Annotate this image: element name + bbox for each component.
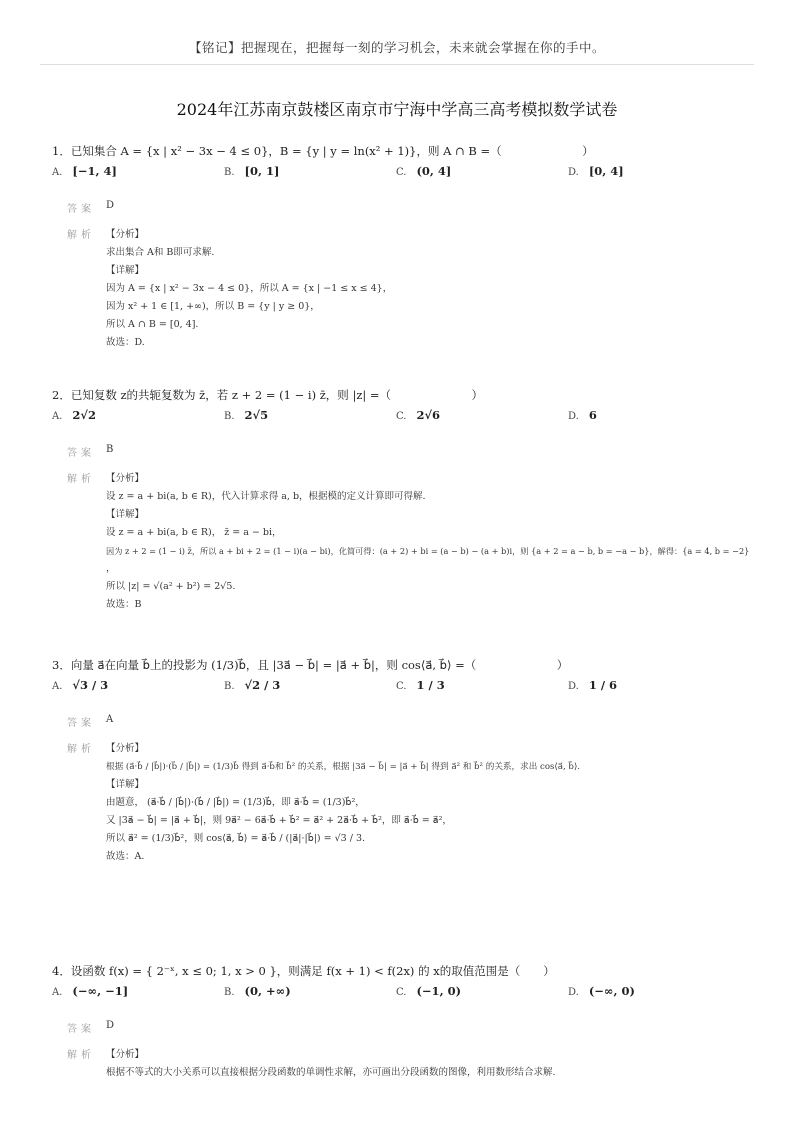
analysis-block [52, 470, 752, 614]
analysis-block [52, 226, 752, 352]
analysis-line: 又 |3a⃗ − b⃗| = |a⃗ + b⃗|，则 9a⃗² − 6a⃗·b⃗ + b⃗² = a⃗² + 2a⃗·b⃗ + b⃗²，即 a⃗·b⃗ = a⃗²， [106, 815, 452, 826]
analysis-line: 所以 |z| = √(a² + b²) = 2√5. [106, 581, 236, 592]
options-row [52, 984, 752, 1006]
option-value: (−∞, 0) [588, 984, 635, 998]
analysis-line: 【分析】 [106, 1049, 145, 1060]
analysis-line: 因为 x² + 1 ∈ [1, +∞)，所以 B = {y | y ≥ 0}， [106, 301, 320, 312]
answer-row [52, 444, 752, 460]
options-row [52, 164, 752, 186]
option-a [52, 408, 96, 422]
question-stem: 1．已知集合 A = {x | x² − 3x − 4 ≤ 0}，B = {y | y = ln(x² + 1)}，则 A ∩ B =（ ） [52, 144, 594, 158]
option-d [568, 164, 624, 178]
option-value: 6 [588, 408, 597, 422]
option-b [224, 164, 279, 178]
header-divider [40, 64, 754, 65]
option-a [52, 164, 117, 178]
page-title: 2024年江苏南京鼓楼区南京市宁海中学高三高考模拟数学试卷 [176, 100, 618, 119]
option-b [224, 984, 291, 998]
option-label: B. [224, 681, 235, 692]
analysis-line: 根据不等式的大小关系可以直接根据分段函数的单调性求解，亦可画出分段函数的图像，利用数形结合求解. [106, 1067, 556, 1078]
options-row [52, 678, 752, 700]
question-stem: 4．设函数 f(x) = { 2⁻ˣ, x ≤ 0; 1, x > 0 }，则满足 f(x + 1) < f(2x) 的 x的取值范围是（ ） [52, 964, 555, 978]
option-value: √2 / 3 [244, 678, 281, 692]
option-a [52, 984, 128, 998]
option-value: (0, +∞) [244, 984, 291, 998]
option-d [568, 984, 635, 998]
question-stem: 3．向量 a⃗在向量 b⃗上的投影为 (1/3)b⃗，且 |3a⃗ − b⃗| = |a⃗ + b⃗|，则 cos⟨a⃗, b⃗⟩ =（ ） [52, 658, 569, 672]
option-d [568, 408, 597, 422]
option-value: (−∞, −1] [72, 984, 129, 998]
option-a [52, 678, 108, 692]
answer-row [52, 1020, 752, 1036]
answer-tag: 答案 [67, 448, 95, 459]
option-label: A. [52, 167, 63, 178]
analysis-block [52, 740, 752, 866]
analysis-line: 根据 (a⃗·b⃗ / |b⃗|)·(b⃗ / |b⃗|) = (1/3)b⃗ 得到 a⃗·b⃗和 b⃗² 的关系，根据 |3a⃗ − b⃗| = |a⃗ + b⃗| 得到 a⃗² 和 b⃗² 的关系，求出 cos⟨a⃗, b⃗⟩. [106, 762, 581, 772]
option-label: B. [224, 987, 235, 998]
analysis-line: 【分析】 [106, 473, 145, 484]
option-value: [0, 1] [244, 164, 280, 178]
answer-tag: 答案 [67, 204, 95, 215]
question-3 [52, 656, 752, 866]
analysis-line: 因为 z + 2 = (1 − i) z̄，所以 a + bi + 2 = (1 − i)(a − bi)，化简可得：(a + 2) + bi = (a − b) − (a + b)i，则 {a + 2 = a − b, b = −a − b}，解得：{a = 4, b = −2} [106, 546, 750, 556]
answer-tag: 答案 [67, 1024, 95, 1035]
analysis-line: 【详解】 [106, 265, 145, 276]
answer-value: A [106, 714, 114, 725]
question-stem: 2．已知复数 z的共轭复数为 z̄，若 z + 2 = (1 − i) z̄，则 |z| =（ ） [52, 388, 484, 402]
analysis-line: 所以 a⃗² = (1/3)b⃗²，则 cos⟨a⃗, b⃗⟩ = a⃗·b⃗ / (|a⃗|·|b⃗|) = √3 / 3. [106, 833, 366, 844]
option-label: D. [568, 681, 579, 692]
option-label: D. [568, 987, 579, 998]
option-label: D. [568, 411, 579, 422]
analysis-line: 求出集合 A和 B即可求解. [106, 247, 215, 258]
option-label: A. [52, 987, 63, 998]
option-label: A. [52, 681, 63, 692]
question-4 [52, 962, 752, 1082]
answer-row [52, 200, 752, 216]
option-b [224, 678, 280, 692]
option-c [396, 678, 445, 692]
analysis-line: 所以 A ∩ B = [0, 4]. [106, 319, 199, 330]
question-1 [52, 142, 752, 352]
analysis-line: 【分析】 [106, 229, 145, 240]
option-value: 1 / 3 [416, 678, 445, 692]
option-label: C. [396, 681, 407, 692]
option-d [568, 678, 617, 692]
answer-tag: 答案 [67, 718, 95, 729]
analysis-line: 设 z = a + bi(a, b ∈ R)，代入计算求得 a, b，根据模的定义计算即可得解. [106, 491, 426, 502]
option-value: [0, 4] [588, 164, 624, 178]
option-value: √3 / 3 [72, 678, 109, 692]
analysis-tag: 解析 [67, 1050, 95, 1061]
analysis-tag: 解析 [67, 744, 95, 755]
analysis-tag: 解析 [67, 230, 95, 241]
analysis-block [52, 1046, 752, 1082]
analysis-line: 故选：A. [106, 851, 145, 862]
option-value: [−1, 4] [72, 164, 117, 178]
analysis-line: 【详解】 [106, 779, 145, 790]
option-value: 2√5 [244, 408, 269, 422]
analysis-line: 设 z = a + bi(a, b ∈ R)， z̄ = a − bi， [106, 527, 282, 538]
options-row [52, 408, 752, 430]
option-label: B. [224, 167, 235, 178]
answer-value: D [106, 1020, 115, 1031]
analysis-line: 因为 A = {x | x² − 3x − 4 ≤ 0}，所以 A = {x | −1 ≤ x ≤ 4}， [106, 283, 393, 294]
option-label: C. [396, 167, 407, 178]
option-value: 2√6 [416, 408, 441, 422]
question-2 [52, 386, 752, 614]
analysis-line: 【分析】 [106, 743, 145, 754]
analysis-line: 故选：D. [106, 337, 145, 348]
answer-row [52, 714, 752, 730]
option-label: C. [396, 411, 407, 422]
option-value: (0, 4] [416, 164, 452, 178]
analysis-line: 【详解】 [106, 509, 145, 520]
analysis-line: 故选：B [106, 599, 142, 610]
analysis-line: 由题意， (a⃗·b⃗ / |b⃗|)·(b⃗ / |b⃗|) = (1/3)b⃗，即 a⃗·b⃗ = (1/3)b⃗²， [106, 797, 365, 808]
header-motto: 【铭记】把握现在，把握每一刻的学习机会，未来就会掌握在你的手中。 [188, 40, 605, 55]
option-value: 2√2 [72, 408, 96, 422]
option-label: A. [52, 411, 63, 422]
option-c [396, 164, 451, 178]
analysis-line: ， [106, 563, 116, 574]
option-value: (−1, 0) [416, 984, 462, 998]
option-b [224, 408, 268, 422]
option-c [396, 408, 440, 422]
answer-value: B [106, 444, 114, 455]
option-label: B. [224, 411, 235, 422]
answer-value: D [106, 200, 115, 211]
option-label: D. [568, 167, 579, 178]
option-value: 1 / 6 [588, 678, 618, 692]
option-label: C. [396, 987, 407, 998]
analysis-tag: 解析 [67, 474, 95, 485]
option-c [396, 984, 461, 998]
